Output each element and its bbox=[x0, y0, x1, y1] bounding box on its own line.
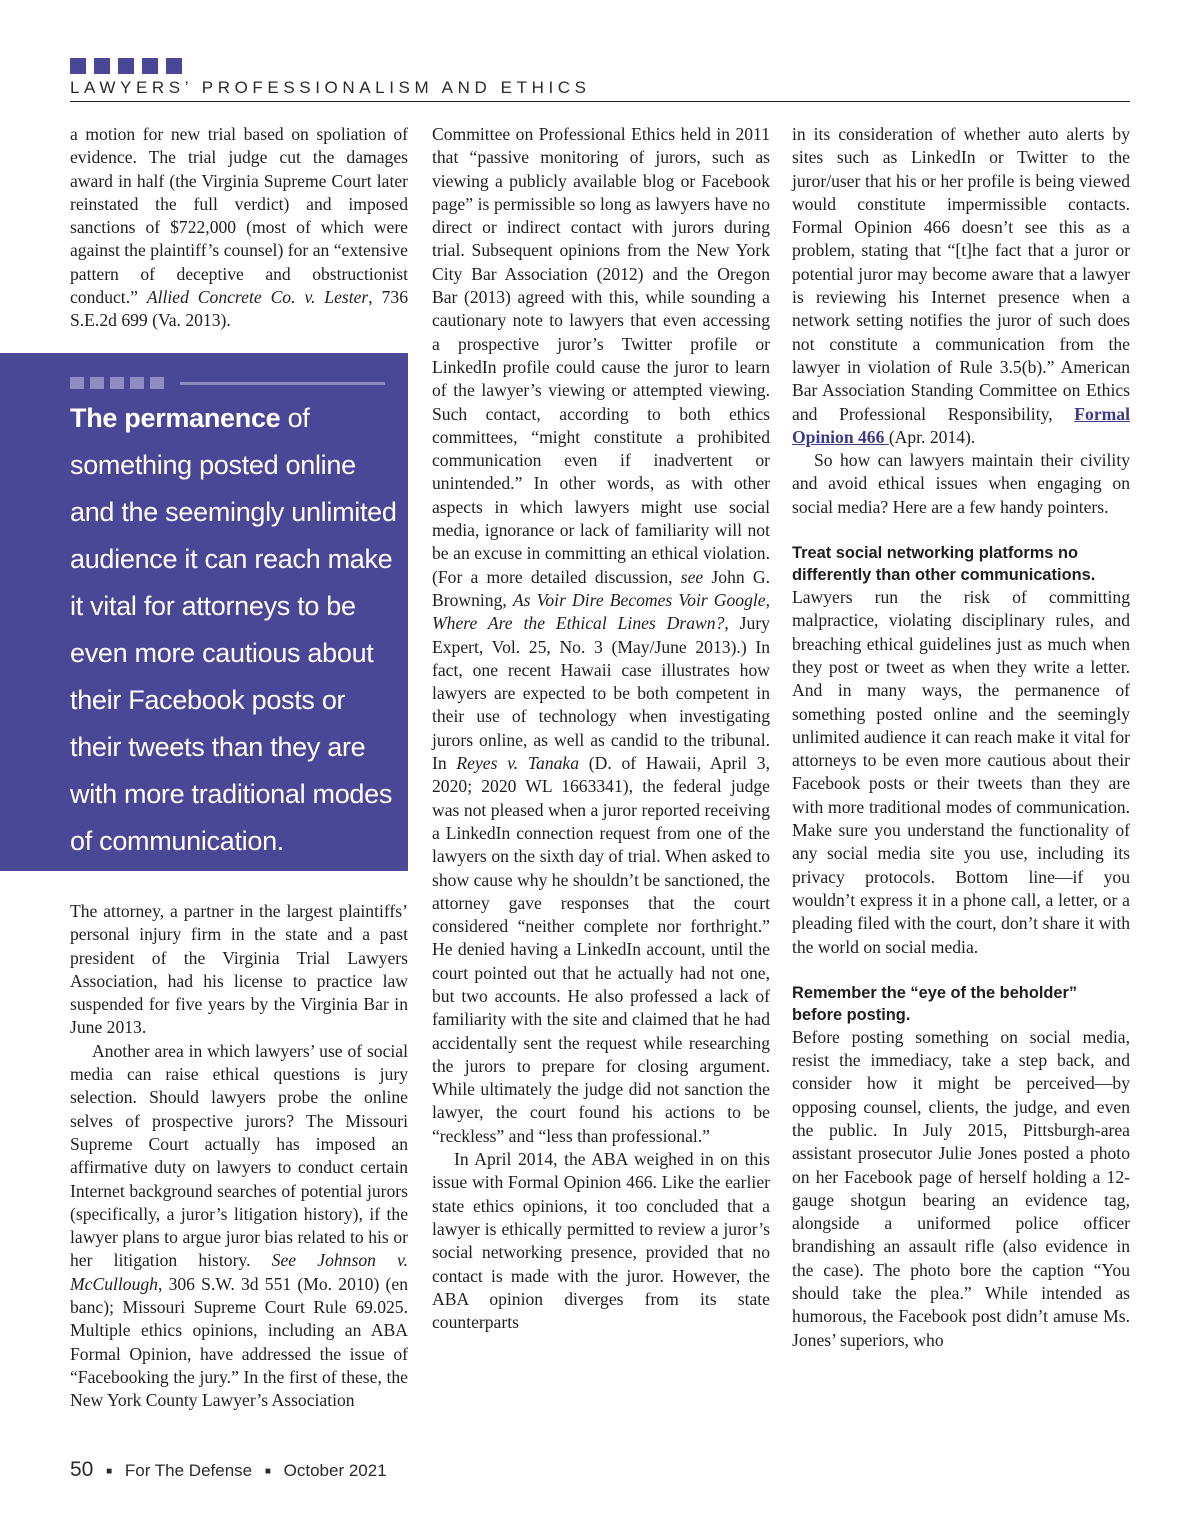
pull-quote bbox=[0, 353, 408, 871]
header-rule bbox=[70, 101, 1130, 102]
page-number: 50 bbox=[70, 1458, 94, 1481]
paragraph: The attorney, a partner in the largest plaintiffs’ personal injury firm in the state and a past president of the Virginia Trial Lawyers Association, had his license to practice law suspended for five years by the Virginia Bar in June 2013. bbox=[70, 901, 408, 1038]
separator-icon: ■ bbox=[106, 1466, 113, 1478]
paragraph: So how can lawyers maintain their civility and avoid ethical issues when engaging on social media? Here are a few handy pointers. bbox=[792, 450, 1130, 517]
section-title: LAWYERS’ PROFESSIONALISM AND ETHICS bbox=[70, 78, 591, 97]
separator-icon: ■ bbox=[264, 1466, 271, 1478]
paragraph: Before posting something on social media, resist the immediacy, take a step back, and consider how it might be perceived—by opposing counsel, clients, the judge, and even the public. In July 2015, Pittsburgh-area assistant prosecutor Julie Jones posted a photo on her Facebook page of herself holding a 12-gauge shotgun bearing an evidence tag, alongside a uniformed police officer brandishing an assault rifle (also evidence in the case). The photo bore the caption “You should take the plea.” While intended as humorous, the Facebook post didn’t amuse Ms. Jones’ superiors, who bbox=[792, 1026, 1130, 1350]
header-squares bbox=[70, 58, 182, 74]
page-footer bbox=[70, 1458, 387, 1482]
subheading: Remember the “eye of the beholder” before posting. bbox=[792, 983, 1078, 1024]
subheading: Treat social networking platforms no differently than other communications. bbox=[792, 544, 1096, 585]
pull-quote-text: The permanence of something posted online and the seemingly unlimited audience it can reach make it vital for attorneys to be even more cautious about their Facebook posts or their tweets than they are with more traditional modes of communication. bbox=[70, 403, 397, 856]
paragraph: Lawyers run the risk of committing malpractice, violating disciplinary rules, and breaching ethical guidelines just as much when they post or tweet as when they write a letter. And in many ways, the permanence of something posted online and the seemingly unlimited audience it can reach make it vital for attorneys to be even more cautious about their Facebook posts or their tweets than they are with more traditional modes of communication. Make sure you understand the functionality of any social media site you use, including its privacy protocols. Bottom line—if you wouldn’t express it in a phone call, a letter, or a pleading filed with the court, don’t share it with the world on social media. bbox=[792, 587, 1130, 957]
column-2 bbox=[432, 123, 770, 1334]
pull-quote-rule bbox=[180, 382, 385, 385]
column-1-top bbox=[70, 123, 408, 333]
pull-quote-squares bbox=[70, 377, 164, 389]
formal-opinion-link[interactable]: Formal Opinion 466 bbox=[792, 403, 1130, 447]
paragraph: Committee on Professional Ethics held in 2011 that “passive monitoring of jurors, such as viewing a publicly available blog or Facebook page” is permissible so long as lawyers have no direct or indirect contact with jurors during trial. Subsequent opinions from the New York City Bar Association (2012) and the Oregon Bar (2013) agreed with this, while sounding a cautionary note to lawyers that even accessing a prospective juror’s Twitter profile or LinkedIn profile could cause the juror to learn of the lawyer’s viewing or attempted viewing. Such contact, according to both ethics committees, “might constitute a prohibited communication even if inadvertent or unintended.” In other words, as with other aspects in which lawyers might use social media, ignorance or lack of familiarity will not be an excuse in committing an ethical violation. (For a more detailed discussion, see John G. Browning, As Voir Dire Becomes Voir Google, Where Are the Ethical Lines Drawn?, Jury Expert, Vol. 25, No. 3 (May/June 2013).) In fact, one recent Hawaii case illustrates how lawyers are expected to be both competent in their use of technology when investigating jurors online, as well as candid to the tribunal. In Reyes v. Tanaka (D. of Hawaii, April 3, 2020; 2020 WL 1663341), the federal judge was not pleased when a juror reported receiving a LinkedIn connection request from one of the lawyers on the sixth day of trial. When asked to show cause why he shouldn’t be sanctioned, the attorney gave responses that the court considered “neither complete nor forthright.” He denied having a LinkedIn account, until the court pointed out that he actually had not one, but two accounts. He also professed a lack of familiarity with the site and claimed that he had accidentally sent the request while researching the jurors to prepare for closing argument. While ultimately the judge did not sanction the lawyer, the court found his actions to be “reckless” and “less than professional.” bbox=[432, 124, 770, 1146]
paragraph: In April 2014, the ABA weighed in on this issue with Formal Opinion 466. Like the earlier state ethics opinions, it too concluded that a lawyer is ethically permitted to review a juror’s social networking presence, provided that no contact is made with the juror. However, the ABA opinion diverges from its state counterparts bbox=[432, 1149, 770, 1333]
paragraph: a motion for new trial based on spoliation of evidence. The trial judge cut the damages award in half (the Virginia Supreme Court later reinstated the full verdict) and imposed sanctions of $722,000 (most of which were against the plaintiff’s counsel) for an “extensive pattern of deceptive and obstructionist conduct.” Allied Concrete Co. v. Lester, 736 S.E.2d 699 (Va. 2013). bbox=[70, 124, 408, 331]
paragraph: in its consideration of whether auto alerts by sites such as LinkedIn or Twitter to the juror/user that his or her profile is being viewed would constitute impermissible contacts. Formal Opinion 466 doesn’t see this as a problem, stating that “[t]he fact that a juror or potential juror may become aware that a lawyer is reviewing his Internet presence when a network setting notifies the juror of such does not constitute a communication from the lawyer in violation of Rule 3.5(b).” American Bar Association Standing Committee on Ethics and Professional Responsibility, Formal Opinion 466 (Apr. 2014). bbox=[792, 124, 1130, 447]
column-1-bottom bbox=[70, 900, 408, 1413]
column-3 bbox=[792, 123, 1130, 1352]
paragraph: Another area in which lawyers’ use of social media can raise ethical questions is jury selection. Should lawyers probe the online selves of prospective jurors? The Missouri Supreme Court actually has imposed an affirmative duty on lawyers to conduct certain Internet background searches of potential jurors (specifically, a juror’s litigation history), if the lawyer plans to argue juror bias related to his or her litigation history. See Johnson v. McCullough, 306 S.W. 3d 551 (Mo. 2010) (en banc); Missouri Supreme Court Rule 69.025. Multiple ethics opinions, including an ABA Formal Opinion, have addressed the issue of “Facebooking the jury.” In the first of these, the New York County Lawyer’s Association bbox=[70, 1040, 408, 1411]
issue-date: October 2021 bbox=[283, 1461, 387, 1480]
publication-name: For The Defense bbox=[124, 1461, 253, 1480]
